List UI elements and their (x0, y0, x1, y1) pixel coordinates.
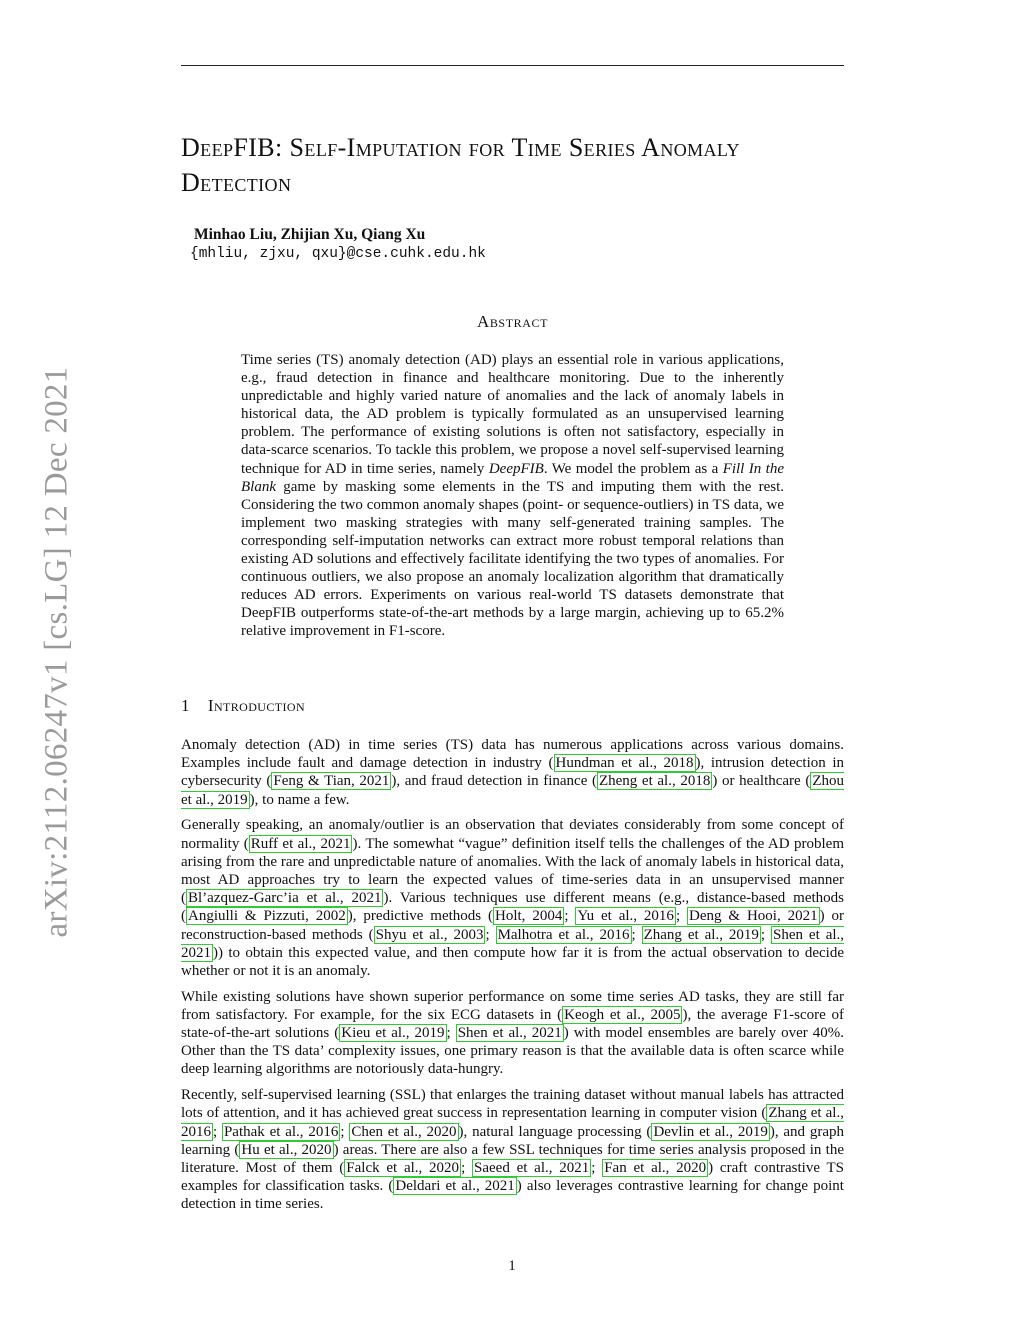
introduction-body (181, 736, 844, 1221)
section-title: Introduction (207, 696, 306, 715)
paper-title: DeepFIB: Self-Imputation for Time Series Anomaly Detection (181, 133, 740, 197)
author-email[interactable]: {mhliu, zjxu, qxu}@cse.cuhk.edu.hk (190, 246, 486, 262)
intro-paragraph-4: Recently, self-supervised learning (SSL) that enlarges the training dataset without manual labels has attracted lots of attention, and it has achieved great success in representation learning in computer vision ( Zhang et al., 2016 ; Pathak et al., 2016 ; Chen et al., 2020 ), natural language processing ( Devlin et al., 2019 ), and graph learning ( Hu et al., 2020 ) areas. There are also a few SSL techniques for time series analysis proposed in the literature. Most of them ( Falck et al., 2020 ; Saeed et al., 2021 ; Fan et al., 2020 ) craft contrastive TS examples for classification tasks. ( Deldari et al., 2021 ) also leverages contrastive learning for change point detection in time series. (181, 1087, 844, 1213)
citation-link[interactable]: Zhou et al., 2019 (181, 773, 844, 808)
intro-paragraph-1: Anomaly detection (AD) in time series (TS) data has numerous applications across various domains. Examples include fault and damage detection in industry ( Hundman et al., 2018 ), intrusion detection in cybersecurity ( Feng & Tian, 2021 ), and fraud detection in finance ( Zheng et al., 2018 ) or healthcare ( Zhou et al., 2019 ), to name a few. (181, 737, 844, 808)
citation-link[interactable]: Malhotra et al., 2016 (497, 926, 630, 943)
abstract-heading: Abstract (476, 312, 549, 331)
citation-link[interactable]: Deldari et al., 2021 (395, 1178, 515, 1195)
citation-link[interactable]: Zhang et al., 2016 (181, 1105, 844, 1140)
citation-link[interactable]: Devlin et al., 2019 (653, 1123, 768, 1140)
intro-paragraph-3: While existing solutions have shown superior performance on some time series AD tasks, they are still far from satisfactory. For example, for the six ECG datasets in ( Keogh et al., 2005 ), the average F1-score of state-of-the-art solutions ( Kieu et al., 2019 ; Shen et al., 2021 ) with model ensembles are barely over 40%. Other than the TS data’ complexity issues, one primary reason is that the available data is often scarce while deep learning algorithms are notoriously data-hungry. (181, 988, 845, 1078)
citation-link[interactable]: Angiulli & Pizzuti, 2002 (188, 908, 346, 925)
section-number: 1 (181, 696, 190, 715)
citation-link[interactable]: Saeed et al., 2021 (474, 1159, 590, 1176)
citation-link[interactable]: Kieu et al., 2019 (341, 1025, 445, 1042)
citation-link[interactable]: Shen et al., 2021 (457, 1025, 562, 1042)
intro-paragraph-2: Generally speaking, an anomaly/outlier is an observation that deviates considerably from some concept of normality ( Ruff et al., 2021 ). The somewhat “vague” definition itself tells the challenges of the AD problem arising from the rare and unpredictable nature of anomalies. With the lack of anomaly labels in historical data, most AD approaches try to learn the expected values of time-series data in an unsupervised manner ( Bl’azquez-Garc’ia et al., 2021 ). Various techniques use different means (e.g., distance-based methods ( Angiulli & Pizzuti, 2002 ), predictive methods ( Holt, 2004 ; Yu et al., 2016 ; Deng & Hooi, 2021 ) or reconstruction-based methods ( Shyu et al., 2003 ; Malhotra et al., 2016 ; Zhang et al., 2019 ; Shen et al., 2021 )) to obtain this expected value, and then compute how far it is from the actual observation to decide whether or not it is an anomaly. (181, 817, 845, 979)
citation-link[interactable]: Shen et al., 2021 (181, 926, 845, 961)
header-rule (181, 65, 844, 66)
citation-link[interactable]: Holt, 2004 (495, 908, 563, 925)
citation-link[interactable]: Hundman et al., 2018 (555, 755, 694, 772)
citation-link[interactable]: Yu et al., 2016 (577, 908, 674, 925)
citation-link[interactable]: Bl’azquez-Garc’ia et al., 2021 (188, 890, 382, 907)
citation-link[interactable]: Deng & Hooi, 2021 (689, 908, 818, 925)
page-number: 1 (508, 1258, 516, 1274)
citation-link[interactable]: Feng & Tian, 2021 (273, 773, 390, 790)
section-heading-introduction (181, 696, 305, 716)
citation-link[interactable]: Chen et al., 2020 (351, 1123, 457, 1140)
citation-link[interactable]: Ruff et al., 2021 (250, 835, 351, 852)
citation-link[interactable]: Hu et al., 2020 (241, 1141, 332, 1158)
citation-link[interactable]: Zheng et al., 2018 (598, 773, 711, 790)
citation-link[interactable]: Falck et al., 2020 (346, 1159, 460, 1176)
citation-link[interactable]: Keogh et al., 2005 (564, 1006, 681, 1023)
citation-link[interactable]: Zhang et al., 2019 (643, 926, 759, 943)
citation-link[interactable]: Shyu et al., 2003 (375, 926, 484, 943)
author-list: Minhao Liu, Zhijian Xu, Qiang Xu (194, 226, 426, 243)
arxiv-sidebar-stamp[interactable]: arXiv:2112.06247v1 [cs.LG] 12 Dec 2021 (38, 366, 75, 938)
citation-link[interactable]: Pathak et al., 2016 (223, 1123, 339, 1140)
abstract-text: Time series (TS) anomaly detection (AD) plays an essential role in various applications, e.g., fraud detection in finance and healthcare monitoring. Due to the inherently unpredictable and highly varied nature of anomalies and the lack of anomaly labels in historical data, the AD problem is typically formulated as an unsupervised learning problem. The performance of existing solutions is often not satisfactory, especially in data-scarce scenarios. To tackle this problem, we propose a novel self-supervised learning technique for AD in time series, namely DeepFIB. We model the problem as a Fill In the Blank game by masking some elements in the TS and imputing them with the rest. Considering the two common anomaly shapes (point- or sequence-outliers) in TS data, we implement two masking strategies with many self-generated training samples. The corresponding self-imputation networks can extract more robust temporal relations than existing AD solutions and effectively facilitate identifying the two types of anomalies. For continuous outliers, we also propose an anomaly localization algorithm that dramatically reduces AD errors. Experiments on various real-world TS datasets demonstrate that DeepFIB outperforms state-of-the-art methods by a large margin, achieving up to 65.2% relative improvement in F1-score. (241, 352, 784, 640)
citation-link[interactable]: Fan et al., 2020 (604, 1159, 707, 1176)
